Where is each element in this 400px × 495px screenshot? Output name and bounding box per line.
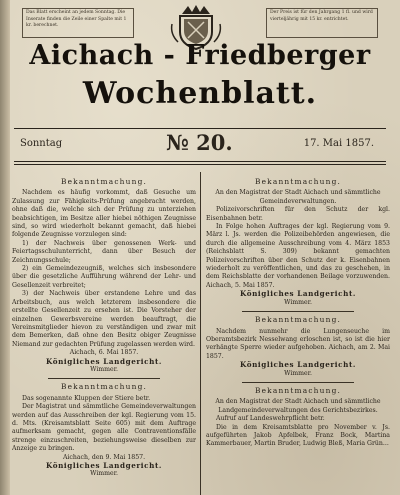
notice-body: Polizeivorschriften für den Schutz der kgl. Eisenbahnen betr. (206, 206, 390, 222)
notice-authority: Königliches Landgericht. (240, 289, 356, 299)
notice-body: 1) der Nachweis über genossenen Werk- und Feiertagsschulunterricht, dann über Besuch der Zeichnungsschule; (12, 239, 196, 264)
dateline (14, 130, 386, 160)
notice-separator (242, 382, 354, 383)
left-column (12, 174, 196, 479)
notice-address: An den Magistrat der Stadt Aichach und sämmtliche Gemeindeverwaltungen. (215, 189, 381, 205)
notice-body: Nachdem es häufig vorkommt, daß Gesuche um Zulassung zur Fähigkeits-Prüfung angebracht werden, ohne daß die, welche sich der Prüfung zu unterziehen beabsichtigen, im Besitze aller hiebei nöthigen Zeugnisse sind, so wird wiederholt bekannt gemacht, daß hiebei folgende Zeugnisse vorzulegen sind: (12, 189, 196, 239)
bottom-rule-double (14, 164, 386, 165)
notice-separator (48, 378, 160, 379)
subscription-note-text: Das Blatt erscheint an jedem Sonntag. Die Inserate finden die Zeile einer Spalte mit 1 kr. berechnet. (26, 10, 127, 29)
notice-body: Der Magistrat und sämmtliche Gemeindeverwaltungen werden auf das Ausschreiben der kgl. Regierung vom 15. d. Mts. (Kreisamtsblatt Seite 605) mit dem Auftrage aufmerksam gemacht, gegen alle Contraventionsfälle strenge einzuschreiten, beziehungsweise dieselben zur Anzeige zu bringen. (12, 403, 196, 453)
notice-heading: Bekanntmachung. (254, 315, 342, 325)
notice-separator (242, 311, 354, 312)
notice-body: Aufruf auf Landeswehrpflicht betr. (216, 415, 325, 423)
column-divider (200, 172, 201, 495)
notice-date: Aichach, 6. Mai 1857. (69, 349, 139, 357)
top-rule (14, 128, 386, 129)
notice-body: Nachdem nunmehr die Lungenseuche im Oberamtsbezirk Nesselwang erloschen ist, so ist die hier verhängte Sperre wieder aufgehoben. Aichach, am 2. Mai 1857. (206, 327, 390, 360)
page-edge-shadow (0, 0, 10, 495)
masthead-title-line1: Aichach - Friedberger (29, 40, 371, 71)
notice-authority: Königliches Landgericht. (240, 360, 356, 370)
notice-address: An den Magistrat der Stadt Aichach und sämmtliche Landgemeindeverwaltungen des Gerichtsbezirkes. (215, 398, 381, 414)
notice-heading: Bekanntmachung. (60, 382, 148, 392)
notice-signature: Wimmer. (284, 298, 312, 306)
notice-authority: Königliches Landgericht. (46, 461, 162, 470)
issue-number: № 20. (166, 130, 233, 155)
subscription-note-box (22, 8, 134, 38)
bottom-rule (14, 161, 386, 162)
price-note-box (266, 8, 378, 38)
right-column (206, 174, 390, 449)
price-note-text: Der Preis ist für den Jahrgang 1 fl. und wird vierteljährig mit 15 kr. entrichtet. (270, 10, 373, 22)
notice-signature: Wimmer. (90, 365, 118, 373)
notice-body: Das sogenannte Kluppen der Stiere betr. (22, 394, 151, 402)
masthead-title-line2: Wochenblatt. (82, 76, 318, 111)
notice-body: 2) ein Gemeindezeugniß, welches sich insbesondere über die gesetzliche Aufführung während der Lehr- und Gesellenzeit verbreitet; (12, 265, 196, 289)
weekday: Sonntag (20, 138, 63, 149)
notice-heading: Bekanntmachung. (254, 385, 342, 395)
notice-signature: Wimmer. (90, 470, 118, 478)
notice-body: In Folge hohen Auftrages der kgl. Regierung vom 9. März l. Js. werden die Polizeibehörden angewiesen, die durch die allgemeine Ausschreibung vom 4. März 1853 (Reichsblatt S. 309) bekannt gemachten Polizeivorschriften über den Schutz der k. Eisenbahnen wiederholt zu veröffentlichen, und das zu geschehen, in dem Reichsblatte der vorhandenen Beilage vorzuwenden. Aichach, 5. Mai 1857. (206, 223, 390, 289)
notice-body: 3) der Nachweis über erstandene Lehre und das Arbeitsbuch, aus welch letzterem insbesondere die erstellte Gesellenzeit zu ersehen ist. Die Vorsteher der einzelnen Gewerbsvereine werden beauftragt, die Vereinsmitglieder hievon zu verständigen und zwar mit dem Bemerken, daß ohne den Besitz obiger Zeugnisse Niemand zur gedachten Prüfung zugelassen werden wird. (12, 290, 196, 348)
notice-date: Aichach, den 9. Mai 1857. (62, 453, 146, 461)
notice-heading: Bekanntmachung. (254, 177, 342, 186)
notice-authority: Königliches Landgericht. (46, 356, 162, 366)
issue-date: 17. Mai 1857. (303, 138, 374, 149)
notice-signature: Wimmer. (284, 369, 312, 377)
notice-body: Die in dem Kreisamtsblatte pro November v. Js. aufgeführten Jakob Apfelbek, Franz Bock, Martina Kammerbauer, Martin Bruder, Ludwig Bleß, Maria Grün... (206, 423, 390, 448)
notice-heading: Bekanntmachung. (60, 177, 148, 186)
